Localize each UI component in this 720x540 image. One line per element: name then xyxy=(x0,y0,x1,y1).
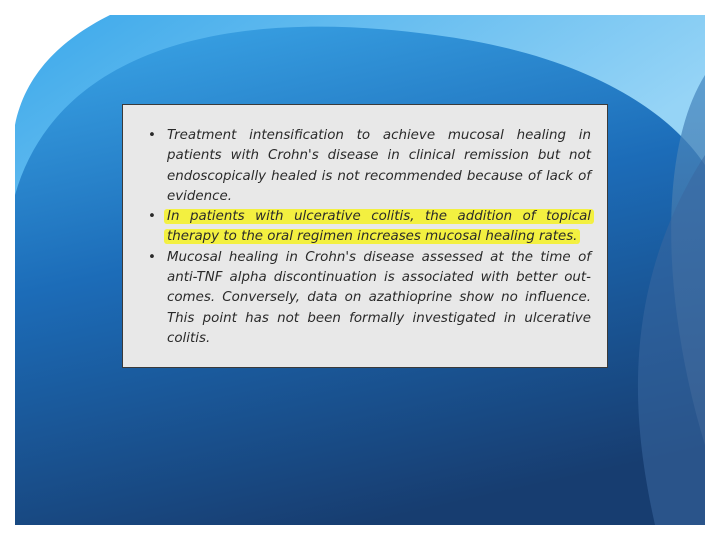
bullet-dot-icon: • xyxy=(148,128,156,143)
bullet-list xyxy=(145,126,591,349)
bullet-item xyxy=(145,126,591,207)
bullet-text: Mucosal healing in Crohn's disease assessed at the time of anti-TNF alpha discontinuation is associated with better out- comes. Conversely, data on azathioprine show no influence. This point has not been formally investigated in ulcerative colitis. xyxy=(167,249,591,346)
highlighted-bullet-text: In patients with ulcerative colitis, the addition of topical therapy to the oral regimen increases mucosal healing rates. xyxy=(167,209,591,245)
bullet-item xyxy=(145,248,591,349)
text-card xyxy=(122,104,608,368)
bullet-item-highlighted xyxy=(145,207,591,248)
bullet-dot-icon: • xyxy=(148,249,156,265)
bullet-dot-icon: • xyxy=(148,209,156,225)
bullet-text: Treatment intensification to achieve mucosal healing in patients with Crohn's disease in clinical remission but not endoscopically healed is not recommended because of lack of evidence. xyxy=(167,128,591,204)
